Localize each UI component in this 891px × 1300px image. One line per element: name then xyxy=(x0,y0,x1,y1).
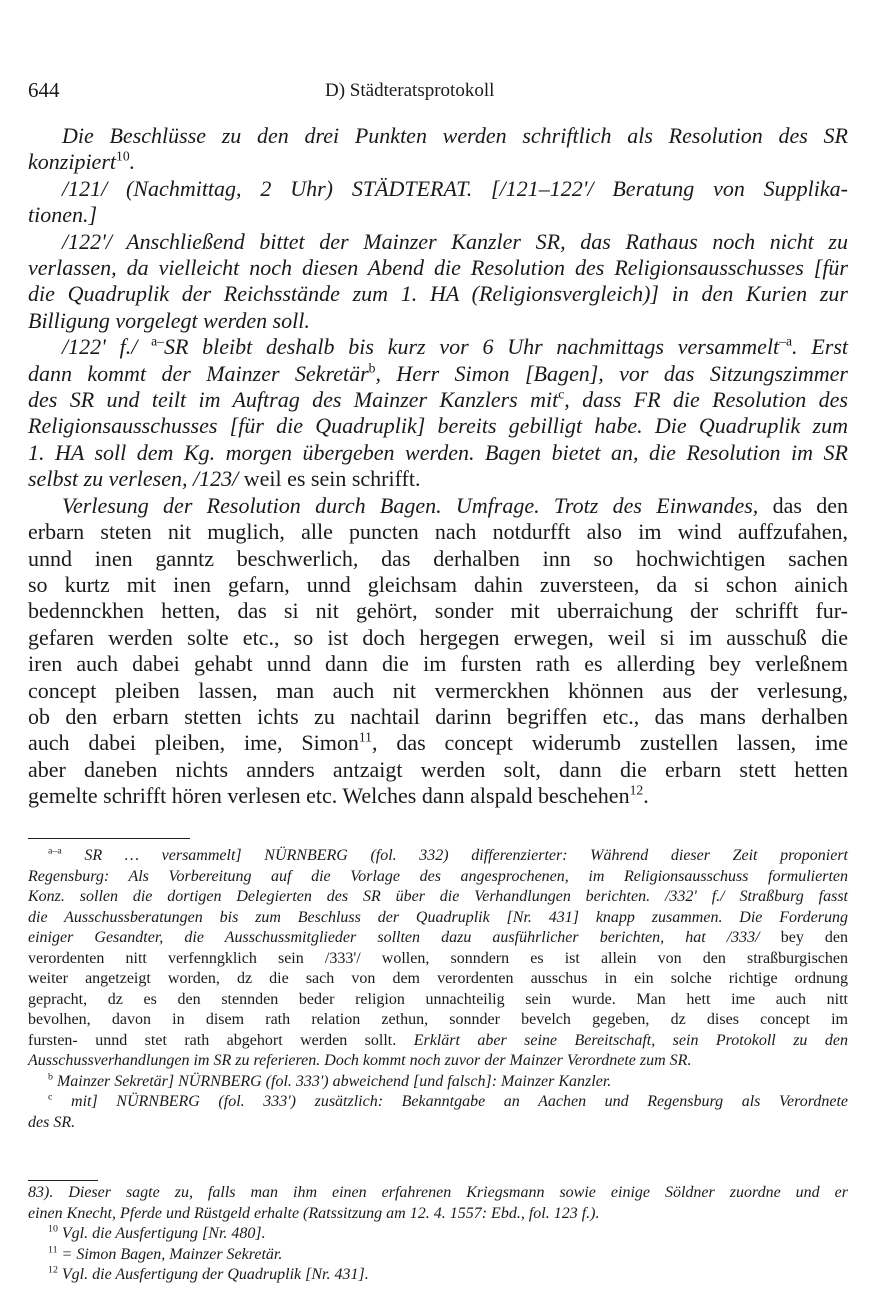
text-line xyxy=(28,387,848,413)
italic-text: mit] NÜRNBERG (fol. 333') zusätzlich: Bekanntgabe an Aachen und Regensburg als Verordnete xyxy=(52,1093,848,1110)
text-line xyxy=(28,990,848,1011)
footnote xyxy=(28,1092,848,1133)
italic-text: SR bleibt deshalb bis kurz vor 6 Uhr nachmittags versammelt xyxy=(163,334,780,360)
roman-text: verordenten nitt verfenngklich sein /333'/ wollen, sonndern es ist allein von den straßburgischen xyxy=(28,949,848,967)
footnote xyxy=(28,1183,848,1224)
italic-text: = Simon Bagen, Mainzer Sekretär. xyxy=(57,1245,283,1263)
note-reference: b xyxy=(368,360,376,376)
roman-text: weil es sein schrifft. xyxy=(243,466,421,492)
italic-text: selbst zu verlesen, /123/ xyxy=(28,466,244,492)
footnote xyxy=(28,1072,848,1093)
note-reference: 10 xyxy=(116,149,130,165)
footnote xyxy=(28,1265,848,1286)
text-line xyxy=(28,176,848,202)
text-line xyxy=(28,255,848,281)
text-line xyxy=(28,651,848,677)
italic-text: /121/ (Nachmittag, 2 Uhr) STÄDTERAT. [/121–122'/ Beratung von Supplika- xyxy=(62,175,848,201)
italic-text: 83). Dieser sagte zu, falls man ihm einen erfahrenen Kriegsmann sowie einige Söldner zuordne und er xyxy=(28,1184,848,1201)
paragraph xyxy=(28,176,848,229)
italic-text: des SR. xyxy=(28,1113,76,1131)
text-line xyxy=(28,783,848,809)
roman-text: das den xyxy=(758,492,848,518)
italic-text: verlassen, da vielleicht noch diesen Abend die Resolution des Religionsausschusses [für xyxy=(28,255,848,281)
italic-text: die Ausschussberatungen bis zum Beschluss der Quadruplik [Nr. 431] knapp zusammen. Die Forderung xyxy=(28,908,848,926)
roman-text: auch dabei pleiben, ime, Simon xyxy=(28,730,359,756)
text-line xyxy=(28,466,848,492)
roman-text: ob den erbarn stetten ichts zu nachtail darinn begriffen etc., das mans derhalben xyxy=(28,703,848,729)
roman-text: aber daneben nichts annders antzaigt werden solt, dann die erbarn stett hetten xyxy=(28,756,848,782)
italic-text: . xyxy=(129,149,136,175)
critical-apparatus-footnotes xyxy=(28,846,848,1133)
text-line xyxy=(28,1051,848,1072)
note-reference: c xyxy=(558,386,565,402)
footnote-separator xyxy=(28,1180,98,1181)
text-line xyxy=(28,928,848,949)
text-line xyxy=(28,413,848,439)
text-line xyxy=(28,202,848,228)
roman-text: bevolhen, davon in disem rath relation zethun, sonnder bevelch gegeben, dz dises concept im xyxy=(28,1011,848,1028)
italic-text: Verlesung der Resolution durch Bagen. Umfrage. Trotz des Einwandes, xyxy=(62,492,759,518)
italic-text: Vgl. die Ausfertigung der Quadruplik [Nr. 431]. xyxy=(57,1266,369,1284)
italic-text: Die Beschlüsse zu den drei Punkten werden schriftlich als Resolution des SR xyxy=(62,123,848,148)
text-line xyxy=(28,440,848,466)
footnote xyxy=(28,846,848,1072)
italic-text: /122'/ Anschließend bittet der Mainzer Kanzler SR, das Rathaus noch nicht zu xyxy=(62,228,848,254)
text-line xyxy=(28,908,848,929)
roman-text: unnd inen ganntz beschwerlich, das derhalben inn so hochwichtigen sachen xyxy=(28,545,848,571)
italic-text: Ausschussverhandlungen im SR zu referieren. Doch kommt noch zuvor der Mainzer Verordnete zum SR. xyxy=(28,1052,692,1069)
italic-text: 1. HA soll dem Kg. morgen übergeben werden. Bagen bietet an, die Resolution im SR xyxy=(28,439,848,465)
text-line xyxy=(28,949,848,970)
italic-text: dann kommt der Mainzer Sekretär xyxy=(28,360,369,386)
text-line xyxy=(28,969,848,990)
paragraph xyxy=(28,229,848,335)
roman-text: iren auch dabei gehabt unnd dann die im fursten rath es allerding bey verleßnem xyxy=(28,651,848,677)
text-line xyxy=(28,361,848,387)
italic-text: die Quadruplik der Reichsstände zum 1. HA (Religionsvergleich)] in den Kurien zur xyxy=(28,281,848,307)
running-title: D) Städteratsprotokoll xyxy=(325,80,495,101)
text-line xyxy=(28,1224,848,1245)
paragraph xyxy=(28,493,848,810)
italic-text: Religionsausschusses [für die Quadruplik] bereits gebilligt habe. Die Quadruplik zum xyxy=(28,413,848,439)
italic-text: des SR und teilt im Auftrag des Mainzer Kanzlers mit xyxy=(28,387,559,413)
italic-text: Billigung vorgelegt werden soll. xyxy=(28,307,310,333)
note-reference: 12 xyxy=(629,782,644,798)
text-line xyxy=(28,846,848,867)
italic-text: Mainzer Sekretär] NÜRNBERG (fol. 333') abweichend [und falsch]: Mainzer Kanzler. xyxy=(52,1072,612,1090)
note-reference: c xyxy=(48,1091,53,1103)
text-line xyxy=(28,1113,848,1134)
note-reference: 11 xyxy=(48,1244,58,1256)
main-text xyxy=(28,123,848,810)
roman-text: . xyxy=(643,783,649,809)
italic-text: Konz. sollen die dortigen Delegierten des SR über die Verhandlungen berichten. /332' f./ Straßburg fasst xyxy=(28,888,848,905)
italic-text: /122' f./ xyxy=(62,334,152,360)
footnote-separator xyxy=(28,838,190,839)
text-line xyxy=(28,1245,848,1266)
text-line xyxy=(28,867,848,888)
note-reference: 11 xyxy=(358,730,372,746)
text-line xyxy=(28,308,848,334)
text-line xyxy=(28,1265,848,1286)
note-reference: a–a xyxy=(48,845,62,857)
note-reference: b xyxy=(48,1071,53,1083)
roman-text: weiter angetzeigt worden, dz die sach von dem verordenten ausschus in ein solche richtige ordnung xyxy=(28,970,848,987)
italic-text: tionen.] xyxy=(28,202,98,228)
roman-text: fursten- unnd stet rath abgehort werden sollt. xyxy=(28,1031,397,1049)
text-line xyxy=(28,1010,848,1031)
text-line xyxy=(28,678,848,704)
footnote xyxy=(28,1224,848,1245)
roman-text: , das concept widerumb zustellen lassen, ime xyxy=(371,730,849,756)
text-line xyxy=(28,1092,848,1113)
text-line xyxy=(28,598,848,624)
italic-text: Vgl. die Ausfertigung [Nr. 480]. xyxy=(57,1225,266,1243)
note-reference: 10 xyxy=(48,1223,58,1235)
page-number: 644 xyxy=(28,78,60,102)
text-line xyxy=(28,229,848,255)
text-line xyxy=(28,493,848,519)
text-line xyxy=(28,1204,848,1225)
paragraph xyxy=(28,334,848,492)
text-line xyxy=(28,281,848,307)
text-line xyxy=(28,757,848,783)
note-reference: –a xyxy=(779,333,793,349)
text-line xyxy=(28,1072,848,1093)
text-line xyxy=(28,1031,848,1052)
italic-text: SR … versammelt] NÜRNBERG (fol. 332) differenzierter: Während dieser Zeit proponiert xyxy=(61,847,848,864)
roman-text: erbarn steten nit muglich, alle puncten nach notdurfft also im wind auffzufahen, xyxy=(28,519,848,545)
roman-text: gefaren werden solte etc., so ist doch hergegen erwegen, weil si im ausschuß die xyxy=(28,624,848,650)
text-line xyxy=(28,572,848,598)
roman-text: so kurtz mit inen gefarn, unnd gleichsam dahin zuversteen, da si schon ainich xyxy=(28,571,848,597)
italic-text: Erklärt aber seine Bereitschaft, sein Protokoll zu den xyxy=(396,1031,848,1049)
footnote xyxy=(28,1245,848,1266)
text-line xyxy=(28,519,848,545)
text-line xyxy=(28,334,848,360)
text-line xyxy=(28,887,848,908)
paragraph xyxy=(28,123,848,176)
text-line xyxy=(28,730,848,756)
roman-text: bedennckhen hetten, das si nit gehört, sonder mit uberraichung der schrifft fur- xyxy=(28,598,848,624)
text-line xyxy=(28,704,848,730)
italic-text: konzipiert xyxy=(28,149,116,175)
italic-text: Regensburg: Als Vorbereitung auf die Vorlage des angesprochenen, im Religionsausschuss formulierten xyxy=(28,867,848,885)
note-reference: 12 xyxy=(48,1265,58,1277)
roman-text: gemelte schrifft hören verlesen etc. Welches dann alspald beschehen xyxy=(28,783,630,809)
text-line xyxy=(28,625,848,651)
italic-text: einen Knecht, Pferde und Rüstgeld erhalte (Ratssitzung am 12. 4. 1557: Ebd., fol. 123 f.). xyxy=(28,1204,600,1222)
text-line xyxy=(28,149,848,175)
italic-text: . Erst xyxy=(792,334,848,360)
italic-text: , Herr Simon [Bagen], vor das Sitzungszimmer xyxy=(375,360,848,386)
text-line xyxy=(28,546,848,572)
roman-text: bey den xyxy=(759,929,849,946)
note-reference: a– xyxy=(151,333,164,349)
text-line xyxy=(28,123,848,149)
text-line xyxy=(28,1183,848,1204)
roman-text: concept pleiben lassen, man auch nit vermerckhen khönnen aus der verlesung, xyxy=(28,677,848,703)
roman-text: gepracht, dz es den stennden beder religion unnachteilig sein wurde. Man hett ime auch nitt xyxy=(28,990,848,1008)
commentary-footnotes xyxy=(28,1183,848,1286)
italic-text: , dass FR die Resolution des xyxy=(564,387,848,413)
italic-text: einiger Gesandter, die Ausschussmitglieder sollten dazu ausführlicher berichten, hat /333/ xyxy=(28,929,760,946)
